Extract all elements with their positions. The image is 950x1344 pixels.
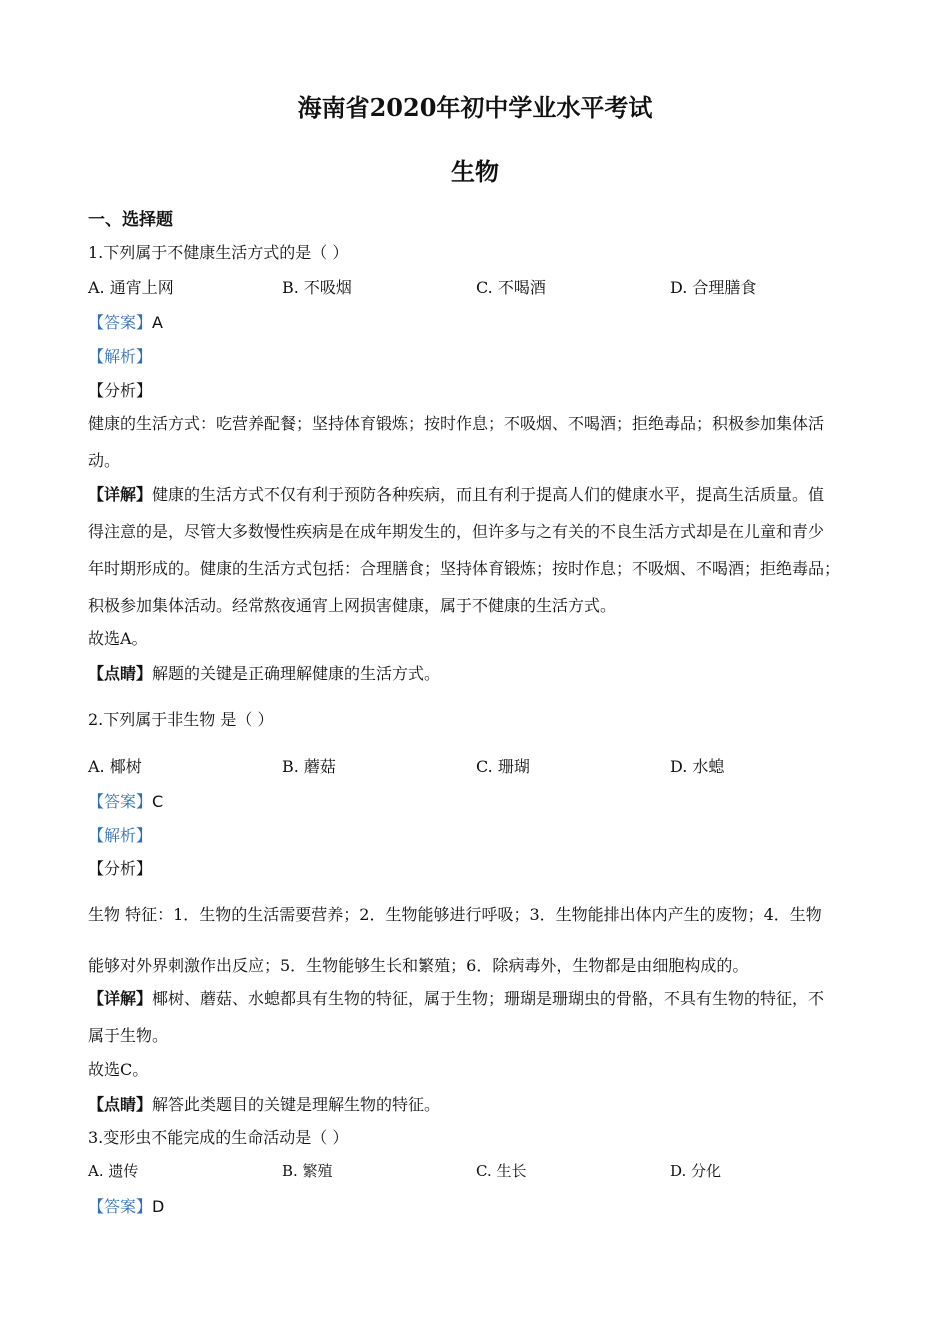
q1-fenxi-tag: 【分析】	[88, 381, 153, 400]
q2-answer	[88, 789, 163, 812]
q1-stem: 1.下列属于不健康生活方式的是（ ）	[88, 243, 349, 262]
section-heading: 一、选择题	[88, 210, 173, 230]
q2-option-d: D. 水螅	[670, 757, 725, 776]
q1-option-d: D. 合理膳食	[670, 278, 757, 297]
q3-answer-value: D	[152, 1197, 165, 1216]
q2-choose: 故选C。	[88, 1060, 149, 1079]
q1-analysis-line-1: 健康的生活方式：吃营养配餐；坚持体育锻炼；按时作息；不吸烟、不喝酒；拒绝毒品；积极参加集体活	[88, 414, 825, 433]
q3-option-c: C. 生长	[476, 1162, 527, 1180]
q3-stem: 3.变形虫不能完成的生命活动是（ ）	[88, 1128, 349, 1147]
q2-answer-tag: 【答案】	[88, 792, 153, 811]
q2-jiexi-tag: 【解析】	[88, 826, 153, 845]
q1-choose: 故选A。	[88, 629, 148, 648]
q2-analysis-line-1: 生物 特征：1．生物的生活需要营养；2．生物能够进行呼吸；3．生物能排出体内产生的废物；4．生物	[88, 905, 822, 924]
q1-detail-text-1: 健康的生活方式不仅有利于预防各种疾病，而且有利于提高人们的健康水平，提高生活质量。值	[152, 485, 825, 504]
q2-detail-line-1	[88, 986, 824, 1009]
q3-option-b: B. 繁殖	[282, 1162, 333, 1180]
q3-option-d: D. 分化	[670, 1162, 722, 1180]
q2-tip-tag: 【点睛】	[88, 1095, 153, 1114]
q2-analysis-line-2: 能够对外界刺激作出反应；5．生物能够生长和繁殖；6．除病毒外，生物都是由细胞构成的。	[88, 956, 749, 975]
q3-option-a: A. 遗传	[88, 1162, 139, 1180]
q1-answer-value: A	[152, 313, 163, 332]
q2-option-b: B. 蘑菇	[282, 757, 336, 776]
q2-tip	[88, 1092, 440, 1115]
q1-detail-line-3: 年时期形成的。健康的生活方式包括：合理膳食；坚持体育锻炼；按时作息；不吸烟、不喝酒；拒绝毒品；	[88, 559, 841, 578]
q1-tip	[88, 661, 440, 684]
q2-tip-text: 解答此类题目的关键是理解生物的特征。	[152, 1095, 441, 1114]
q2-fenxi-tag: 【分析】	[88, 859, 153, 878]
q1-answer	[88, 310, 163, 333]
q1-answer-tag: 【答案】	[88, 313, 153, 332]
q1-analysis-line-2: 动。	[88, 451, 121, 470]
q1-jiexi-tag: 【解析】	[88, 347, 153, 366]
q2-detail-tag: 【详解】	[88, 989, 153, 1008]
q1-option-a: A. 通宵上网	[88, 278, 174, 297]
q1-detail-line-2: 得注意的是，尽管大多数慢性疾病是在成年期发生的，但许多与之有关的不良生活方式却是在儿童和青少	[88, 522, 825, 541]
q2-stem: 2.下列属于非生物 是（ ）	[88, 710, 274, 729]
q2-option-a: A. 椰树	[88, 757, 142, 776]
q3-answer-tag: 【答案】	[88, 1197, 153, 1216]
q1-option-c: C. 不喝酒	[476, 278, 546, 297]
q1-detail-line-4: 积极参加集体活动。经常熬夜通宵上网损害健康，属于不健康的生活方式。	[88, 596, 617, 615]
q2-detail-text-1: 椰树、蘑菇、水螅都具有生物的特征，属于生物；珊瑚是珊瑚虫的骨骼，不具有生物的特征，不	[152, 989, 825, 1008]
q2-option-c: C. 珊瑚	[476, 757, 530, 776]
q1-tip-tag: 【点睛】	[88, 664, 153, 683]
q2-detail-line-2: 属于生物。	[88, 1026, 169, 1045]
q2-answer-value: C	[152, 792, 164, 811]
subject-title: 生物	[451, 157, 499, 186]
document-title: 海南省2020年初中学业水平考试	[297, 93, 653, 122]
q3-answer	[88, 1194, 164, 1217]
q1-tip-text: 解题的关键是正确理解健康的生活方式。	[152, 664, 441, 683]
q1-option-b: B. 不吸烟	[282, 278, 352, 297]
q1-detail-line-1	[88, 482, 824, 505]
q1-detail-tag: 【详解】	[88, 485, 153, 504]
